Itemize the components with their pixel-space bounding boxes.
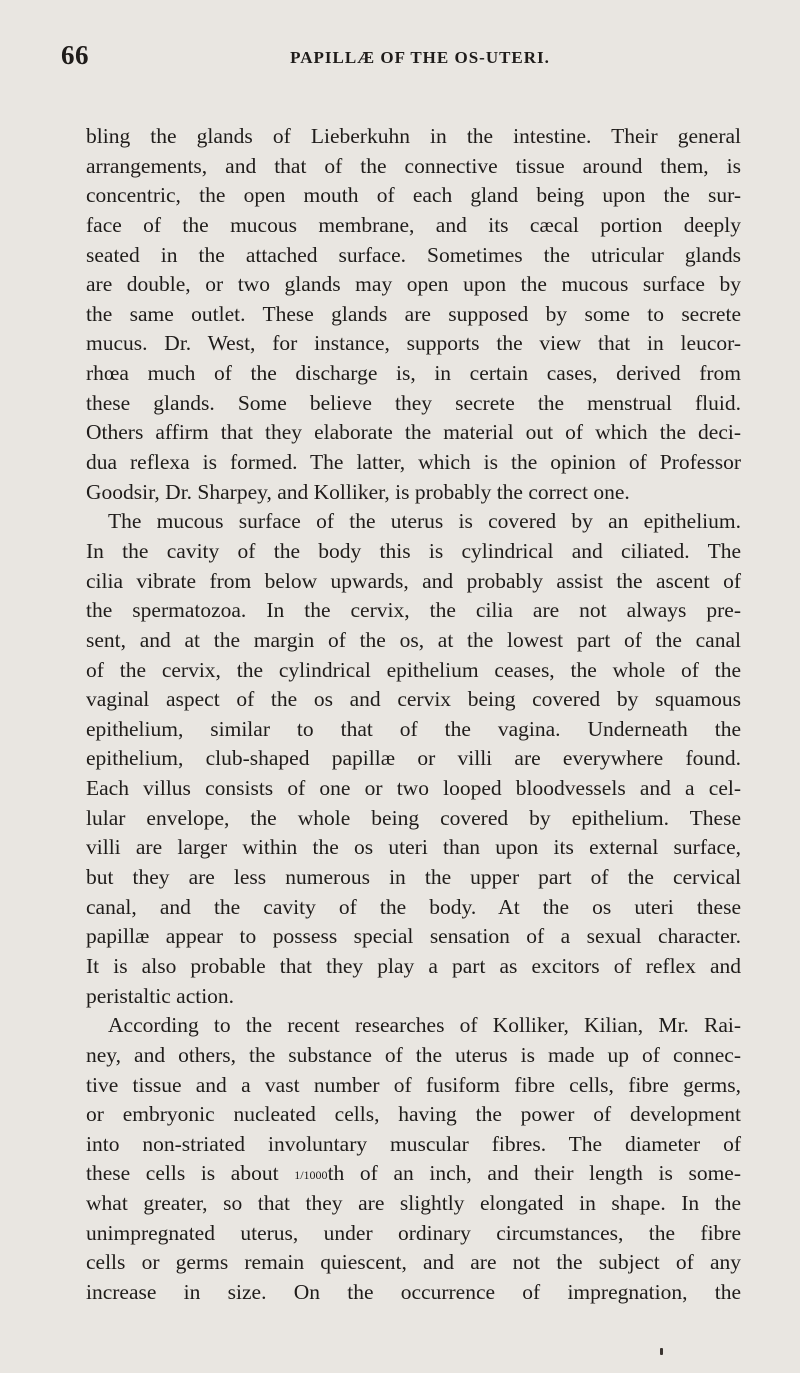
text-line: increase in size. On the occurrence of impregnation, the bbox=[86, 1279, 741, 1304]
text-line: dua reflexa is formed. The latter, which is the opinion of Professor bbox=[86, 450, 741, 475]
text-line: into non-striated involuntary muscular fibres. The diameter of bbox=[86, 1131, 741, 1156]
text-line: tive tissue and a vast number of fusiform fibre cells, fibre germs, bbox=[86, 1072, 741, 1097]
text-line: or embryonic nucleated cells, having the power of development bbox=[86, 1102, 741, 1127]
text-line: epithelium, club-shaped papillæ or villi are everywhere found. bbox=[86, 746, 741, 771]
text-line: these glands. Some believe they secrete the menstrual fluid. bbox=[86, 390, 741, 415]
text-line: mucus. Dr. West, for instance, supports the view that in leucor- bbox=[86, 331, 741, 356]
text-line: unimpregnated uterus, under ordinary circumstances, the fibre bbox=[86, 1220, 741, 1245]
text-line: In the cavity of the body this is cylindrical and ciliated. The bbox=[86, 538, 741, 563]
text-line: vaginal aspect of the os and cervix being covered by squamous bbox=[86, 687, 741, 712]
text-line: Each villus consists of one or two looped bloodvessels and a cel- bbox=[86, 776, 741, 801]
text-line: what greater, so that they are slightly elongated in shape. In the bbox=[86, 1191, 741, 1216]
text-line: It is also probable that they play a part as excitors of reflex and bbox=[86, 953, 741, 978]
text-line: Goodsir, Dr. Sharpey, and Kolliker, is probably the correct one. bbox=[86, 479, 630, 504]
running-head: PAPILLÆ OF THE OS-UTERI. bbox=[290, 48, 550, 67]
text-line: rhœa much of the discharge is, in certain cases, derived from bbox=[86, 361, 741, 386]
text-line: The mucous surface of the uterus is covered by an epithelium. bbox=[108, 509, 741, 534]
page-header bbox=[0, 40, 800, 80]
text-line: but they are less numerous in the upper part of the cervical bbox=[86, 865, 741, 890]
text-line: lular envelope, the whole being covered by epithelium. These bbox=[86, 805, 741, 830]
text-line: canal, and the cavity of the body. At the os uteri these bbox=[86, 894, 741, 919]
text-line: bling the glands of Lieberkuhn in the intestine. Their general bbox=[86, 124, 741, 148]
text-line: cells or germs remain quiescent, and are not the subject of any bbox=[86, 1250, 741, 1275]
body-text bbox=[86, 122, 741, 1308]
text-line: Others affirm that they elaborate the material out of which the deci- bbox=[86, 420, 741, 445]
text-line: epithelium, similar to that of the vagina. Underneath the bbox=[86, 716, 741, 741]
text-line: sent, and at the margin of the os, at the lowest part of the canal bbox=[86, 627, 741, 652]
fraction: 1/1000 bbox=[294, 1168, 328, 1183]
text-line: villi are larger within the os uteri than upon its external surface, bbox=[86, 835, 741, 860]
text-line: the same outlet. These glands are supposed by some to secrete bbox=[86, 301, 741, 326]
text-segment: these cells is about bbox=[86, 1161, 295, 1186]
text-line: the spermatozoa. In the cervix, the cilia are not always pre- bbox=[86, 598, 741, 623]
text-segment: th of an inch, and their length is some- bbox=[327, 1161, 741, 1186]
text-line bbox=[86, 1159, 741, 1189]
text-line: are double, or two glands may open upon the mucous surface by bbox=[86, 272, 741, 297]
print-speck bbox=[660, 1348, 663, 1355]
text-line: of the cervix, the cylindrical epithelium ceases, the whole of the bbox=[86, 657, 741, 682]
text-line: peristaltic action. bbox=[86, 983, 235, 1008]
text-line: seated in the attached surface. Sometimes the utricular glands bbox=[86, 242, 741, 267]
text-line: arrangements, and that of the connective tissue around them, is bbox=[86, 153, 741, 178]
page-number: 66 bbox=[61, 40, 89, 70]
text-line: cilia vibrate from below upwards, and probably assist the ascent of bbox=[86, 568, 741, 593]
text-line: concentric, the open mouth of each gland being upon the sur- bbox=[86, 183, 741, 208]
text-line: ney, and others, the substance of the uterus is made up of connec- bbox=[86, 1042, 741, 1067]
text-line: papillæ appear to possess special sensation of a sexual character. bbox=[86, 924, 741, 949]
text-line: According to the recent researches of Kolliker, Kilian, Mr. Rai- bbox=[108, 1013, 741, 1038]
text-line: face of the mucous membrane, and its cæcal portion deeply bbox=[86, 212, 741, 237]
